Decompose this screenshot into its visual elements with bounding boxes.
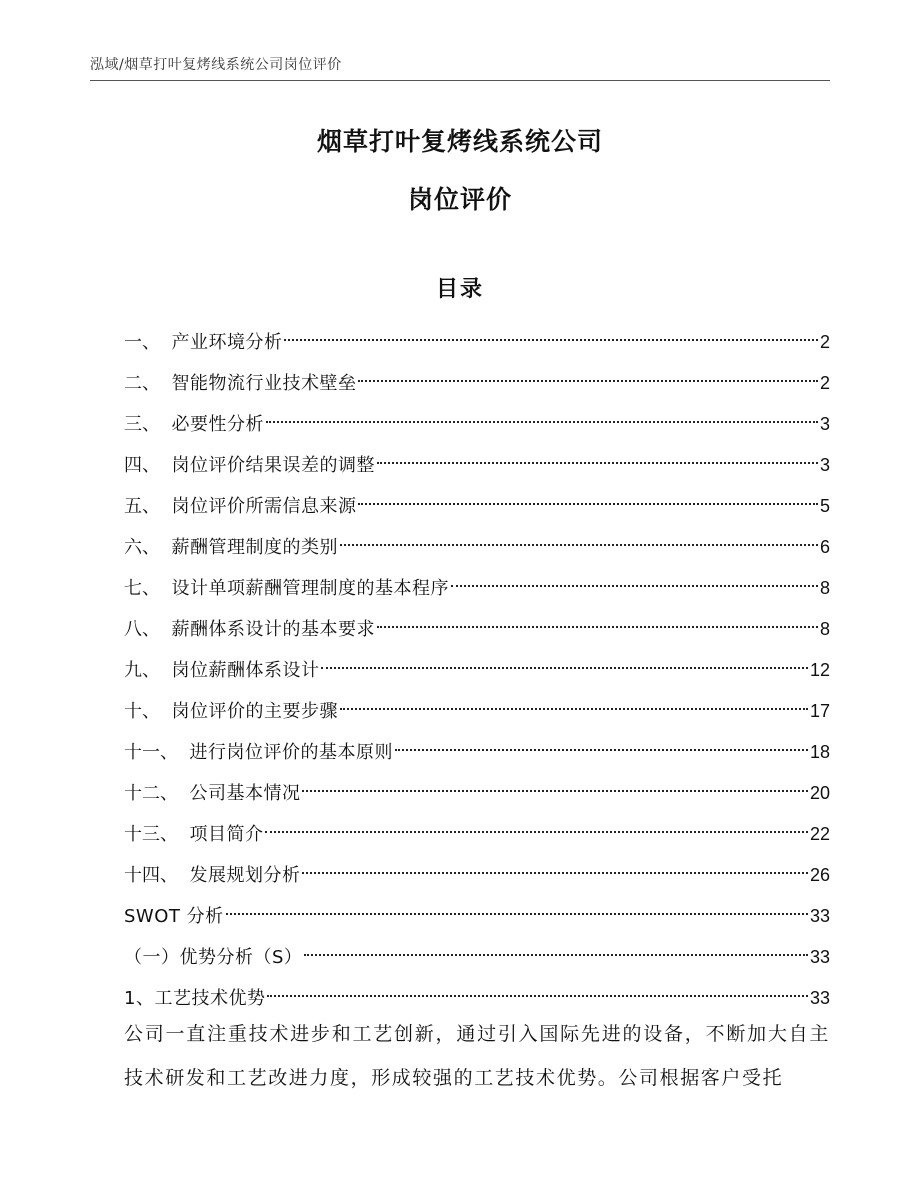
- toc-entry-title: 智能物流行业技术壁垒: [171, 373, 357, 394]
- toc-entry-title: 产业环境分析: [171, 332, 283, 353]
- toc-entry[interactable]: [124, 486, 830, 527]
- toc-entry-title: 岗位评价所需信息来源: [171, 496, 357, 517]
- toc-dot-leader: [302, 872, 808, 874]
- toc-entry-page: 2: [819, 332, 830, 352]
- toc-dot-leader: [340, 708, 808, 710]
- toc-dot-leader: [284, 339, 818, 341]
- toc-entry[interactable]: [124, 814, 830, 855]
- toc-dot-leader: [451, 585, 818, 587]
- toc-entry-page: 12: [809, 660, 830, 680]
- toc-dot-leader: [265, 831, 808, 833]
- toc-entry[interactable]: [124, 691, 830, 732]
- toc-entry-page: 5: [819, 496, 830, 516]
- toc-entry-page: 6: [819, 537, 830, 557]
- toc-entry[interactable]: [124, 609, 830, 650]
- toc-entry-number: 十一、: [124, 742, 190, 763]
- toc-entry-page: 33: [809, 906, 830, 926]
- running-header: 泓域/烟草打叶复烤线系统公司岗位评价: [90, 57, 342, 73]
- toc-dot-leader: [358, 380, 818, 382]
- toc-dot-leader: [302, 790, 808, 792]
- toc-entry-number: 四、: [124, 455, 172, 476]
- toc-entry[interactable]: [124, 568, 830, 609]
- toc-entry-number: 一、: [124, 332, 172, 353]
- toc-entry-title: 项目简介: [189, 824, 264, 845]
- toc-entry-number: 十、: [124, 701, 172, 722]
- toc-entry-number: 二、: [124, 373, 172, 394]
- toc-dot-leader: [226, 913, 808, 915]
- toc-dot-leader: [266, 421, 818, 423]
- document-title: 烟草打叶复烤线系统公司: [316, 127, 603, 156]
- toc-entry-number: 十二、: [124, 783, 190, 804]
- toc-entry-page: 26: [809, 865, 830, 885]
- toc-entry-number: 十三、: [124, 824, 190, 845]
- toc-entry-page: 2: [819, 373, 830, 393]
- toc-entry-title: 岗位评价的主要步骤: [171, 701, 338, 722]
- toc-entry[interactable]: [124, 855, 830, 896]
- toc-entry[interactable]: [124, 363, 830, 404]
- toc-entry-number: 七、: [124, 578, 172, 599]
- toc-entry-title: 岗位评价结果误差的调整: [171, 455, 375, 476]
- toc-entry-page: 3: [819, 414, 830, 434]
- toc-heading: 目录: [435, 277, 484, 302]
- toc-dot-leader: [377, 462, 818, 464]
- toc-entry[interactable]: [124, 896, 830, 937]
- toc-entry[interactable]: [124, 527, 830, 568]
- toc-entry-number: 三、: [124, 414, 172, 435]
- toc-dot-leader: [340, 544, 818, 546]
- body-paragraph: 公司一直注重技术进步和工艺创新，通过引入国际先进的设备，不断加大自主技术研发和工艺改进力度，形成较强的工艺技术优势。公司根据客户受托: [124, 1023, 830, 1089]
- toc-entry-page: 17: [809, 701, 830, 721]
- toc-dot-leader: [267, 995, 808, 997]
- table-of-contents: [124, 322, 830, 1019]
- toc-entry[interactable]: [124, 650, 830, 691]
- toc-entry[interactable]: [124, 732, 830, 773]
- toc-entry-number: 六、: [124, 537, 172, 558]
- header-divider: [90, 80, 830, 81]
- toc-entry-page: 33: [809, 988, 830, 1008]
- toc-entry-page: 8: [819, 619, 830, 639]
- toc-entry-title: SWOT 分析: [124, 906, 224, 927]
- toc-entry-number: 八、: [124, 619, 172, 640]
- toc-dot-leader: [358, 503, 818, 505]
- toc-entry-title: 岗位薪酬体系设计: [171, 660, 320, 681]
- toc-entry-title: 设计单项薪酬管理制度的基本程序: [171, 578, 449, 599]
- toc-entry-title: 发展规划分析: [189, 865, 301, 886]
- toc-entry[interactable]: [124, 322, 830, 363]
- toc-entry-title: （一）优势分析（S）: [124, 947, 303, 968]
- toc-entry[interactable]: [124, 937, 830, 978]
- toc-entry[interactable]: [124, 445, 830, 486]
- toc-entry-page: 22: [809, 824, 830, 844]
- toc-dot-leader: [321, 667, 808, 669]
- toc-entry[interactable]: [124, 404, 830, 445]
- toc-entry-page: 33: [809, 947, 830, 967]
- toc-entry-title: 薪酬体系设计的基本要求: [171, 619, 375, 640]
- toc-entry-number: 十四、: [124, 865, 190, 886]
- toc-entry[interactable]: [124, 773, 830, 814]
- toc-entry-number: 九、: [124, 660, 172, 681]
- toc-entry-page: 8: [819, 578, 830, 598]
- toc-dot-leader: [395, 749, 808, 751]
- toc-dot-leader: [377, 626, 818, 628]
- toc-entry-page: 20: [809, 783, 830, 803]
- toc-dot-leader: [304, 954, 808, 956]
- toc-entry-page: 18: [809, 742, 830, 762]
- toc-entry-page: 3: [819, 455, 830, 475]
- toc-entry-title: 薪酬管理制度的类别: [171, 537, 338, 558]
- toc-entry-title: 1、工艺技术优势: [124, 988, 266, 1009]
- document-subtitle: 岗位评价: [407, 185, 512, 214]
- toc-entry-number: 五、: [124, 496, 172, 517]
- toc-entry-title: 进行岗位评价的基本原则: [189, 742, 393, 763]
- toc-entry-title: 公司基本情况: [189, 783, 301, 804]
- toc-entry-title: 必要性分析: [171, 414, 264, 435]
